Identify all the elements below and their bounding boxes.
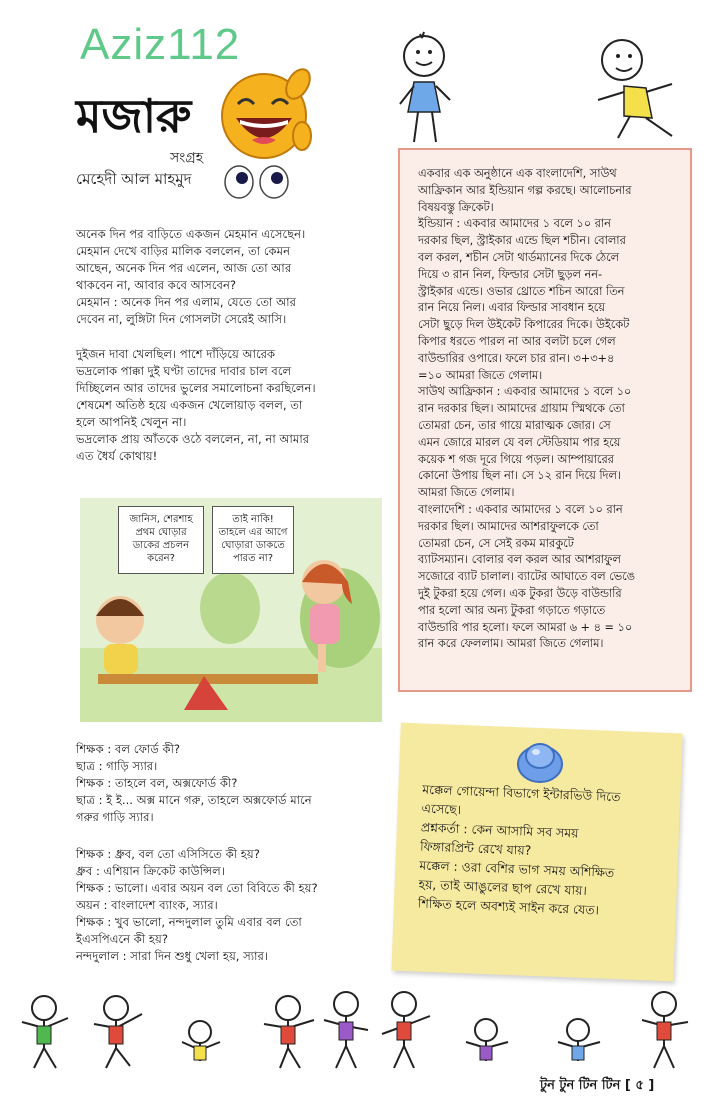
stick-figure-row [0, 990, 720, 1074]
joke-chess: দুইজন দাবা খেলছিল। পাশে দাঁড়িয়ে আরেক ভদ্রলোক পাক্কা দুই ঘণ্টা তাদের দাবার চাল বলে দিচ্ছিলেন আর তাদের ভুলের সমালোচনা করছিলেন। শেষমেশ অতিষ্ঠ হয়ে একজন খেলোয়াড় বলল, তা হলে আপনিই খেলুন না। ভদ্রলোক প্রায় আঁতকে ওঠে বললেন, না, না আমার এত ধৈর্য কোথায়! [76, 347, 316, 463]
page-footer: টুন টুন টিন টিন [ ৫ ] [540, 1078, 655, 1093]
laughing-face-icon [218, 62, 314, 164]
cartoon-illustration [80, 498, 382, 722]
speech-bubble-left: জানিস, শেরশাহ প্রথম ঘোড়ার ডাকের প্রচলন করেন? [118, 506, 204, 574]
collection-label: সংগ্রহ [170, 150, 204, 166]
cricket-joke-box [398, 148, 692, 692]
push-pin-icon [512, 732, 568, 788]
joke-acronyms: শিক্ষক : ধ্রুব, বল তো এসিসিতে কী হয়? ধ্রুব : এশিয়ান ক্রিকেট কাউন্সিল। শিক্ষক : ভালো। এবার অয়ন বল তো বিবিতে কী হয়? অয়ন : বাংলাদেশ ব্যাংক, স্যার। শিক্ষক : খুব ভালো, নন্দদুলাল তুমি এবার বল তো ইএসপিএনে কী হয়? নন্দদুলাল : সারা দিন শুধু খেলা হয়, স্যার। [76, 847, 318, 963]
author-name: মেহেদী আল মাহমুদ [76, 170, 192, 188]
joke-cricket: একবার এক অনুষ্ঠানে এক বাংলাদেশি, সাউথ আফ্রিকান আর ইন্ডিয়ান গল্প করছে। আলোচনার বিষয়বস্তু ক্রিকেট। ইন্ডিয়ান : একবার আমাদের ১ বলে ১০ রান দরকার ছিল, স্ট্রাইকার এন্ডে ছিল শচীন। বোলার বল করল, শচীন সেটা থার্ডম্যানের দিকে ঠেলে দিয়ে ৩ রান নিল, ফিল্ডার সেটা ছুড়ল নন- স্ট্রাইকার এন্ডে। ওভার থ্রোতে শচিন আরো তিন রান নিয়ে নিল। এবার ফিল্ডার সাবধান হয়ে সেটা ছুড়ে দিল উইকেট কিপারের দিকে। উইকেট কিপার ধরতে পারল না আর বলটা চলে গেল বাউন্ডারির ওপারে। ফলে চার রান। ৩+৩+৪ =১০ আমরা জিতে গেলাম। সাউথ আফ্রিকান : একবার আমাদের ১ বলে ১০ রান দরকার ছিল। আমাদের গ্রায়াম স্মিথকে তো তোমরা চেন, তার গায়ে মারাত্মক জোর। সে এমন জোরে মারল যে বল স্টেডিয়াম পার হয়ে কয়েক শ গজ দূরে গিয়ে পড়ল। আম্পায়ারের কোনো উপায় ছিল না। সে ১২ রান দিয়ে দিল। আমরা জিতে গেলাম। বাংলাদেশি : একবার আমাদের ১ বলে ১০ রান দরকার ছিল। আমাদের আশরাফুলকে তো তোমরা চেন, সে সেই রকম মারকুটে ব্যাটসম্যান। বোলার বল করল আর আশরাফুল সজোরে ব্যাট চালাল। ব্যাটের আঘাতে বল ভেঙে দুই টুকরা হয়ে গেল। এক টুকরা উড়ে বাউন্ডারি পার হলো আর অন্য টুকরা গড়াতে গড়াতে বাউন্ডারি পার হলো। ফলে আমরা ৬ + ৪ = ১০ রান করে ফেললাম। আমরা জিতে গেলাম। [418, 167, 635, 651]
watermark: Aziz112 [80, 20, 241, 69]
speech-bubble-right: তাই নাকি! তাহলে এর আগে ঘোড়ারা ডাকতে পারত না? [212, 506, 294, 574]
eyes-icon [222, 164, 292, 200]
stick-figure-icon [392, 30, 458, 148]
stick-figure-icon [584, 36, 688, 142]
page-title: মজারু [76, 89, 192, 143]
joke-guest: অনেক দিন পর বাড়িতে একজন মেহমান এসেছেন। মেহমান দেখে বাড়ির মালিক বললেন, তা কেমন আছেন, অনেক দিন পর এলেন, আজ তো আর থাকবেন না, আবার কবে আসবেন? মেহমান : অনেক দিন পর এলাম, যেতে তো আর দেবেন না, লুঙ্গিটা দিন গোসলটা সেরেই আসি। [76, 227, 306, 326]
joke-detective: মক্কেল গোয়েন্দা বিভাগে ইন্টারভিউ দিতে এসেছে। প্রশ্নকর্তা : কেন আসামি সব সময় ফিঙ্গারপ্রিন্ট রেখে যায়? মক্কেল : ওরা বেশির ভাগ সময় অশিক্ষিত হয়, তাই আঙুলের ছাপ রেখে যায়। শিক্ষিত হলে অবশ্যই সাইন করে যেত। [417, 781, 621, 918]
joke-oxford: শিক্ষক : বল ফোর্ড কী? ছাত্র : গাড়ি স্যার। শিক্ষক : তাহলে বল, অক্সফোর্ড কী? ছাত্র : ই ই... অক্স মানে গরু, তাহলে অক্সফোর্ড মানে গরুর গাড়ি স্যার। [76, 742, 312, 824]
